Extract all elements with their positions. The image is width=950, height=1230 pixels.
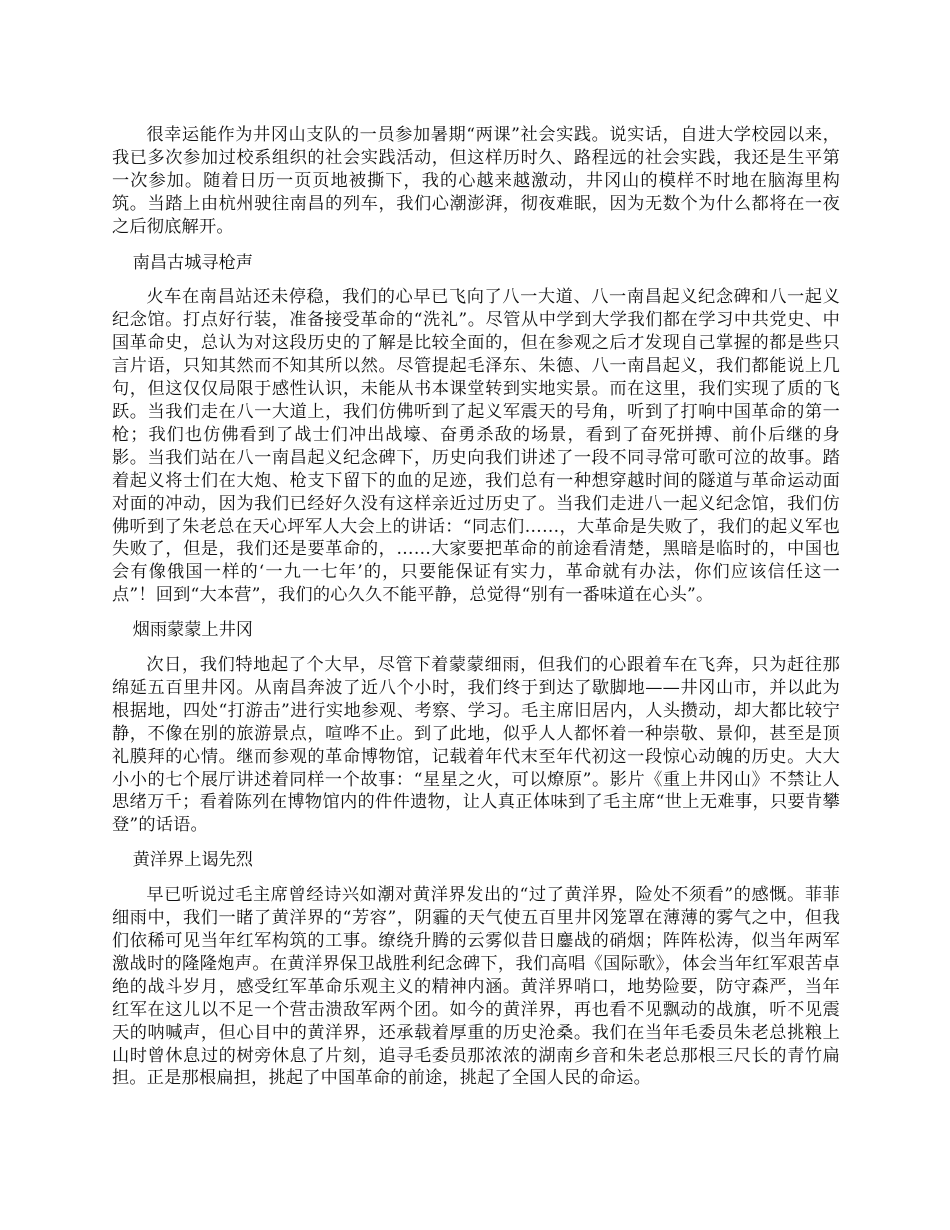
jinggangshan-paragraph: 次日，我们特地起了个大早，尽管下着蒙蒙细雨，但我们的心跟着车在飞奔，只为赶往那绵延五百里井冈。从南昌奔波了近八个小时，我们终于到达了歇脚地——井冈山市，并以此为根据地，四处“打游击”进行实地参观、考察、学习。毛主席旧居内，人头攒动，却大都比较宁静，不像在别的旅游景点，喧哗不止。到了此地，似乎人人都怀着一种崇敬、景仰，甚至是顶礼膜拜的心情。继而参观的革命博物馆，记载着年代末至年代初这一段惊心动魄的历史。大大小小的七个展厅讲述着同样一个故事：“星星之火，可以燎原”。影片《重上井冈山》不禁让人思绪万千；看着陈列在博物馆内的件件遗物，让人真正体味到了毛主席“世上无难事，只要肯攀登”的话语。 xyxy=(112,655,840,836)
intro-paragraph: 很幸运能作为井冈山支队的一员参加暑期“两课”社会实践。说实话，自进大学校园以来，我已多次参加过校系组织的社会实践活动，但这样历时久、路程远的社会实践，我还是生平第一次参加。随着日历一页页地被撕下，我的心越来越激动，井冈山的模样不时地在脑海里构筑。当踏上由杭州驶往南昌的列车，我们心潮澎湃，彻夜难眠，因为无数个为什么都将在一夜之后彻底解开。 xyxy=(112,125,840,237)
nanchang-paragraph: 火车在南昌站还未停稳，我们的心早已飞向了八一大道、八一南昌起义纪念碑和八一起义纪念馆。打点好行装，准备接受革命的“洗礼”。尽管从中学到大学我们都在学习中共党史、中国革命史，总认为对这段历史的了解是比较全面的，但在参观之后才发现自己掌握的都是些只言片语，只知其然而不知其所以然。尽管提起毛泽东、朱德、八一南昌起义，我们都能说上几句，但这仅仅局限于感性认识，未能从书本课堂转到实地实景。而在这里，我们实现了质的飞跃。当我们走在八一大道上，我们仿佛听到了起义军震天的号角，听到了打响中国革命的第一枪；我们也仿佛看到了战士们冲出战壕、奋勇杀敌的场景，看到了奋死拼搏、前仆后继的身影。当我们站在八一南昌起义纪念碑下，历史向我们讲述了一段不同寻常可歌可泣的故事。踏着起义将士们在大炮、枪支下留下的血的足迹，我们总有一种想穿越时间的隧道与革命运动面对面的冲动，因为我们已经好久没有这样亲近过历史了。当我们走进八一起义纪念馆，我们仿佛听到了朱老总在天心坪军人大会上的讲话：“同志们……，大革命是失败了，我们的起义军也失败了，但是，我们还是要革命的，……大家要把革命的前途看清楚，黑暗是临时的，中国也会有像俄国一样的‘一九一七年’的，只要能保证有实力，革命就有办法，你们应该信任这一点”！回到“大本营”，我们的心久久不能平静，总觉得“别有一番味道在心头”。 xyxy=(112,287,840,606)
section-heading-jinggangshan: 烟雨蒙蒙上井冈 xyxy=(132,620,253,641)
huangyangjie-paragraph: 早已听说过毛主席曾经诗兴如潮对黄洋界发出的“过了黄洋界，险处不须看”的感慨。菲菲细雨中，我们一睹了黄洋界的“芳容”，阴霾的天气使五百里井冈笼罩在薄薄的雾气之中，但我们依稀可见当年红军构筑的工事。缭绕升腾的云雾似昔日鏖战的硝烟；阵阵松涛，似当年两军激战时的隆隆炮声。在黄洋界保卫战胜利纪念碑下，我们高唱《国际歌》，体会当年红军艰苦卓绝的战斗岁月，感受红军革命乐观主义的精神内涵。黄洋界哨口，地势险要，防守森严，当年红军在这儿以不足一个营击溃敌军两个团。如今的黄洋界，再也看不见飘动的战旗，听不见震天的呐喊声，但心目中的黄洋界，还承载着厚重的历史沧桑。我们在当年毛委员朱老总挑粮上山时曾休息过的树旁休息了片刻，追寻毛委员那浓浓的湖南乡音和朱老总那根三尺长的青竹扁担。正是那根扁担，挑起了中国革命的前途，挑起了全国人民的命运。 xyxy=(112,885,840,1089)
section-heading-nanchang: 南昌古城寻枪声 xyxy=(132,252,253,273)
section-heading-huangyangjie: 黄洋界上谒先烈 xyxy=(132,850,253,871)
